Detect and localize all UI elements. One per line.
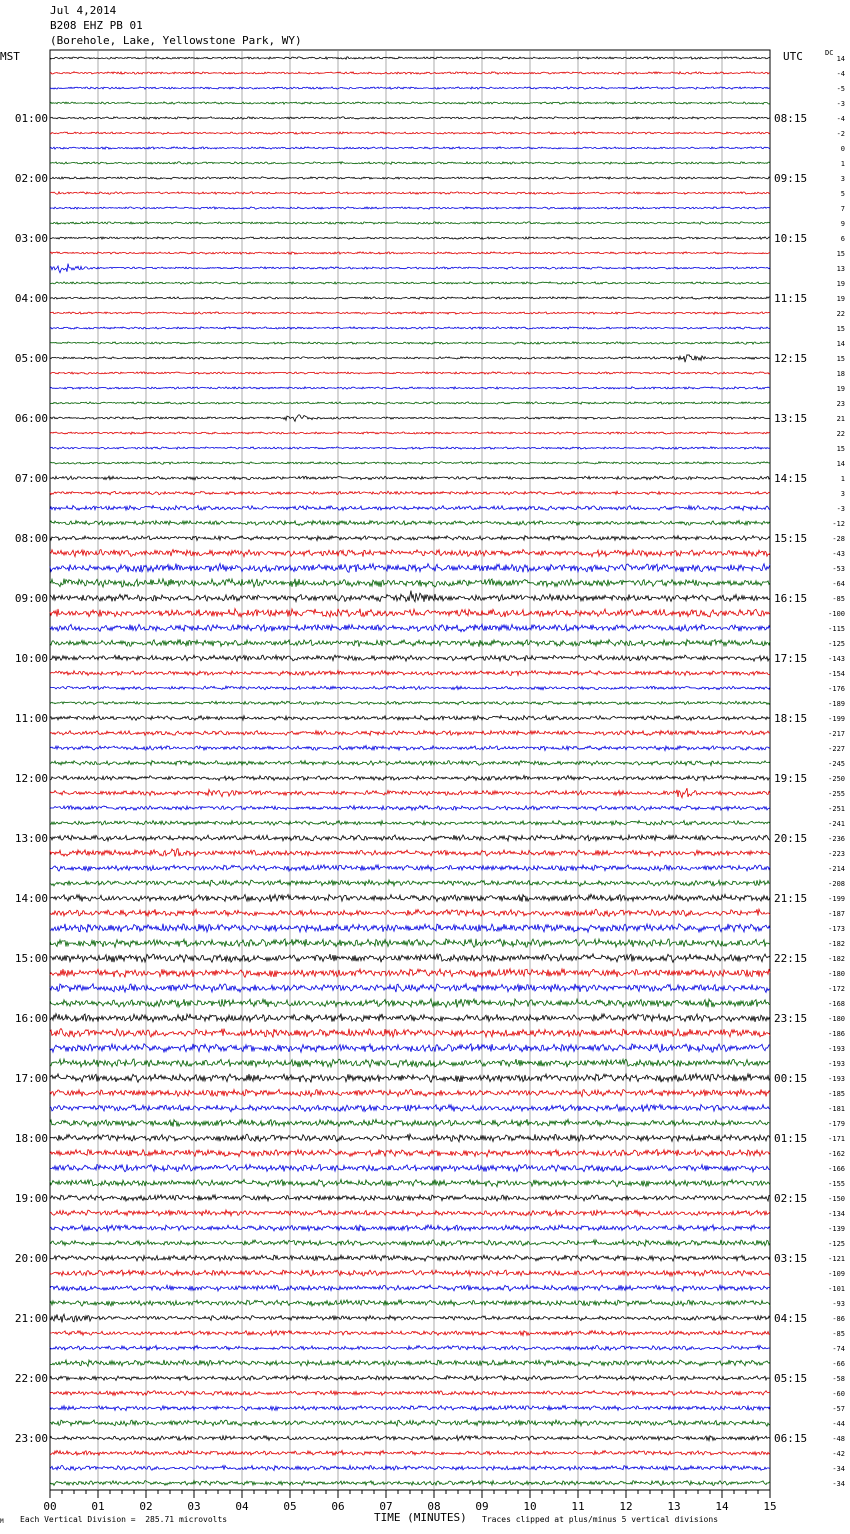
x-tick-label: 07 [379,1500,393,1513]
dc-offset-label: -223 [828,850,845,858]
seismic-trace [50,609,770,618]
dc-offset-label: -199 [828,895,845,903]
dc-offset-label: -150 [828,1195,845,1203]
dc-offset-label: -5 [836,85,845,93]
dc-offset-label: -182 [828,955,845,963]
right-hour-label: 16:15 [774,592,808,605]
seismic-trace [50,177,770,179]
seismic-trace [50,924,770,933]
left-hour-label: 14:00 [14,892,48,905]
seismic-trace [50,1105,770,1112]
seismic-trace [50,1331,770,1336]
left-hour-label: 03:00 [14,232,48,245]
dc-offset-label: -44 [832,1420,845,1428]
right-hour-label: 22:15 [774,952,808,965]
seismic-trace [50,909,770,916]
x-tick-label: 01 [91,1500,105,1513]
left-hour-label: 10:00 [14,652,48,665]
scale-note: Each Vertical Division = 285.71 microvolts [20,1515,228,1524]
dc-offset-label: 19 [836,295,845,303]
seismic-trace [50,1436,770,1441]
dc-offset-label: -57 [832,1405,845,1413]
right-hour-label: 18:15 [774,712,808,725]
dc-offset-label: 19 [836,385,845,393]
dc-offset-label: 21 [836,415,845,423]
left-hour-label: 19:00 [14,1192,48,1205]
dc-offset-label: 18 [836,370,845,378]
dc-offset-label: -182 [828,940,845,948]
seismic-trace [50,1210,770,1216]
seismic-trace [50,1149,770,1156]
dc-offset-label: 5 [840,190,845,198]
seismic-trace [50,1074,770,1083]
seismic-trace [50,1406,770,1411]
seismic-trace [50,237,770,240]
x-tick-label: 10 [523,1500,537,1513]
seismic-trace [50,1119,770,1127]
dc-offset-label: 1 [840,475,845,483]
seismic-trace [50,999,770,1008]
dc-offset-label: -4 [836,70,845,78]
seismic-trace [50,462,770,465]
dc-offset-label: -109 [828,1270,845,1278]
right-hour-label: 20:15 [774,832,808,845]
seismic-trace [50,1089,770,1096]
dc-offset-label: 7 [840,205,845,213]
dc-offset-label: -180 [828,1015,845,1023]
seismic-trace [50,402,770,404]
seismic-trace [50,102,770,104]
left-hour-label: 08:00 [14,532,48,545]
seismic-trace [50,1044,770,1053]
dc-offset-label: -168 [828,1000,845,1008]
seismic-trace [50,821,770,826]
x-tick-label: 02 [139,1500,153,1513]
dc-label: DC [825,49,834,57]
dc-offset-label: -34 [832,1465,845,1473]
seismic-trace [50,775,770,780]
left-hour-label: 18:00 [14,1132,48,1145]
right-hour-label: 17:15 [774,652,808,665]
dc-offset-label: -199 [828,715,845,723]
dc-offset-label: -134 [828,1210,845,1218]
dc-offset-label: -189 [828,700,845,708]
x-tick-label: 13 [667,1500,681,1513]
right-hour-label: 21:15 [774,892,808,905]
seismic-trace [50,491,770,495]
seismic-trace [50,1376,770,1381]
x-tick-label: 00 [43,1500,57,1513]
right-hour-label: 11:15 [774,292,808,305]
dc-offset-label: -154 [828,670,845,678]
seismic-trace [50,894,770,902]
dc-offset-label: -172 [828,985,845,993]
seismic-trace [50,701,770,705]
seismic-trace [50,954,770,962]
dc-offset-label: -115 [828,625,845,633]
dc-offset-label: 15 [836,250,845,258]
seismic-trace [50,1481,770,1486]
right-hour-label: 14:15 [774,472,808,485]
dc-offset-label: -85 [832,1330,845,1338]
header-location: (Borehole, Lake, Yellowstone Park, WY) [50,34,302,47]
x-tick-label: 08 [427,1500,441,1513]
seismic-trace [50,880,770,886]
clip-note: Traces clipped at plus/minus 5 vertical divisions [482,1515,719,1524]
left-hour-label: 13:00 [14,832,48,845]
seismic-trace [50,1195,770,1201]
dc-offset-label: -185 [828,1090,845,1098]
seismic-trace [50,1465,770,1470]
dc-offset-label: -236 [828,835,845,843]
seismic-trace [50,731,770,736]
left-hour-label: 11:00 [14,712,48,725]
dc-offset-label: 23 [836,400,845,408]
right-hour-label: 04:15 [774,1312,808,1325]
dc-offset-label: -176 [828,685,845,693]
right-hour-label: 13:15 [774,412,808,425]
left-hour-label: 04:00 [14,292,48,305]
left-hour-label: 22:00 [14,1372,48,1385]
seismic-trace [50,1314,770,1322]
dc-offset-label: -12 [832,520,845,528]
left-hour-label: 21:00 [14,1312,48,1325]
seismic-trace [50,162,770,165]
corner-mark: M [0,1518,4,1525]
dc-offset-label: 6 [840,235,845,243]
dc-offset-label: -173 [828,925,845,933]
dc-offset-label: 15 [836,355,845,363]
dc-offset-label: -2 [836,130,845,138]
dc-offset-label: -66 [832,1360,845,1368]
right-hour-label: 08:15 [774,112,808,125]
seismic-trace [50,432,770,435]
seismic-trace [50,1300,770,1306]
seismic-trace [50,447,770,450]
left-hour-label: 23:00 [14,1432,48,1445]
left-hour-label: 02:00 [14,172,48,185]
dc-offset-label: 19 [836,280,845,288]
seismic-trace [50,282,770,285]
dc-offset-label: -217 [828,730,845,738]
dc-offset-label: -60 [832,1390,845,1398]
seismic-trace [50,355,770,363]
left-hour-label: 06:00 [14,412,48,425]
dc-offset-label: 3 [840,175,845,183]
seismic-trace [50,1451,770,1456]
seismic-trace [50,1240,770,1246]
seismic-trace [50,1255,770,1261]
seismic-trace [50,746,770,751]
seismic-trace [50,192,770,194]
dc-offset-label: 13 [836,265,845,273]
seismic-trace [50,1360,770,1366]
dc-offset-label: 15 [836,325,845,333]
left-hour-label: 17:00 [14,1072,48,1085]
dc-offset-label: -179 [828,1120,845,1128]
dc-offset-label: -208 [828,880,845,888]
seismic-trace [50,72,770,75]
seismic-trace [50,1391,770,1396]
seismic-trace [50,476,770,480]
seismic-trace [50,716,770,721]
seismic-trace [50,521,770,526]
seismic-trace [50,969,770,978]
seismic-trace [50,761,770,766]
dc-offset-label: -227 [828,745,845,753]
dc-offset-label: -64 [832,580,845,588]
left-hour-label: 09:00 [14,592,48,605]
dc-offset-label: -121 [828,1255,845,1263]
seismic-trace [50,639,770,647]
seismic-trace [50,57,770,59]
seismic-trace [50,506,770,511]
seismic-trace [50,222,770,224]
seismic-trace [50,984,770,993]
right-timezone-label: UTC [783,50,803,63]
seismic-trace [50,1134,770,1142]
seismic-trace [50,624,770,631]
left-hour-label: 15:00 [14,952,48,965]
seismic-trace [50,865,770,871]
x-tick-label: 15 [763,1500,777,1513]
dc-offset-label: -86 [832,1315,845,1323]
seismic-trace [50,297,770,299]
x-tick-label: 11 [571,1500,585,1513]
left-hour-label: 12:00 [14,772,48,785]
dc-offset-label: -125 [828,640,845,648]
dc-offset-label: -193 [828,1075,845,1083]
seismic-trace [50,117,770,119]
seismic-trace [50,1345,770,1350]
dc-offset-label: -125 [828,1240,845,1248]
dc-offset-label: -43 [832,550,845,558]
seismic-trace [50,207,770,210]
seismic-trace [50,372,770,374]
seismic-trace [50,1029,770,1038]
seismic-trace [50,1014,770,1022]
dc-offset-label: -155 [828,1180,845,1188]
dc-offset-label: -255 [828,790,845,798]
dc-offset-label: 15 [836,445,845,453]
right-hour-label: 09:15 [774,172,808,185]
x-tick-label: 03 [187,1500,201,1513]
dc-offset-label: -171 [828,1135,845,1143]
seismic-trace [50,327,770,329]
right-hour-label: 23:15 [774,1012,808,1025]
dc-offset-label: 9 [840,220,845,228]
header-date: Jul 4,2014 [50,4,117,17]
dc-offset-label: -186 [828,1030,845,1038]
dc-offset-label: -166 [828,1165,845,1173]
dc-offset-label: -187 [828,910,845,918]
dc-offset-label: 3 [840,490,845,498]
seismic-trace [50,806,770,811]
dc-offset-label: -143 [828,655,845,663]
seismic-trace [50,342,770,345]
dc-offset-label: -53 [832,565,845,573]
right-hour-label: 10:15 [774,232,808,245]
seismic-trace [50,591,770,602]
header-station: B208 EHZ PB 01 [50,19,143,32]
dc-offset-label: 22 [836,430,845,438]
dc-offset-label: -48 [832,1435,845,1443]
dc-offset-label: -162 [828,1150,845,1158]
seismic-trace [50,147,770,150]
right-hour-label: 06:15 [774,1432,808,1445]
right-hour-label: 12:15 [774,352,808,365]
seismic-trace [50,415,770,422]
right-hour-label: 19:15 [774,772,808,785]
seismic-trace [50,387,770,389]
dc-offset-label: 0 [840,145,845,153]
left-hour-label: 01:00 [14,112,48,125]
seismic-trace [50,1059,770,1067]
dc-offset-label: -74 [832,1345,845,1353]
seismic-trace [50,1420,770,1426]
dc-offset-label: -93 [832,1300,845,1308]
dc-offset-label: -245 [828,760,845,768]
dc-offset-label: -85 [832,595,845,603]
dc-offset-label: -100 [828,610,845,618]
left-hour-label: 07:00 [14,472,48,485]
dc-offset-label: 1 [840,160,845,168]
dc-offset-label: -241 [828,820,845,828]
seismic-trace [50,264,770,273]
dc-offset-label: 22 [836,310,845,318]
dc-offset-label: -251 [828,805,845,813]
x-tick-label: 04 [235,1500,249,1513]
seismic-trace [50,849,770,857]
dc-offset-label: -34 [832,1480,845,1488]
seismic-trace [50,670,770,675]
dc-offset-label: -214 [828,865,845,873]
seismic-trace [50,1164,770,1171]
seismic-trace [50,312,770,315]
seismic-trace [50,87,770,89]
dc-offset-label: -42 [832,1450,845,1458]
dc-offset-label: 14 [836,460,845,468]
right-hour-label: 03:15 [774,1252,808,1265]
x-tick-label: 09 [475,1500,489,1513]
dc-offset-label: -28 [832,535,845,543]
dc-offset-label: -101 [828,1285,845,1293]
x-tick-label: 14 [715,1500,729,1513]
seismic-trace [50,132,770,135]
dc-offset-label: -3 [836,100,845,108]
seismic-trace [50,550,770,557]
left-hour-label: 20:00 [14,1252,48,1265]
dc-offset-label: -193 [828,1060,845,1068]
dc-offset-label: 14 [836,340,845,348]
dc-offset-label: -193 [828,1045,845,1053]
right-hour-label: 00:15 [774,1072,808,1085]
seismic-trace [50,686,770,690]
seismic-trace [50,788,770,798]
left-timezone-label: MST [0,50,20,63]
right-hour-label: 02:15 [774,1192,808,1205]
dc-offset-label: -181 [828,1105,845,1113]
dc-offset-label: -3 [836,505,845,513]
dc-offset-label: -250 [828,775,845,783]
x-tick-label: 12 [619,1500,633,1513]
seismic-trace [50,835,770,841]
seismic-trace [50,939,770,948]
left-hour-label: 16:00 [14,1012,48,1025]
dc-offset-label: -4 [836,115,845,123]
right-hour-label: 01:15 [774,1132,808,1145]
dc-offset-label: -58 [832,1375,845,1383]
seismic-trace [50,1225,770,1231]
left-hour-label: 05:00 [14,352,48,365]
dc-offset-label: 14 [836,55,845,63]
seismic-trace [50,655,770,661]
seismic-trace [50,1285,770,1291]
seismic-trace [50,1180,770,1187]
x-tick-label: 05 [283,1500,297,1513]
right-hour-label: 15:15 [774,532,808,545]
seismic-trace [50,536,770,541]
dc-offset-label: -180 [828,970,845,978]
seismic-trace [50,564,770,573]
x-axis-label: TIME (MINUTES) [374,1511,467,1524]
seismic-trace [50,252,770,255]
seismic-trace [50,579,770,588]
seismic-trace [50,1270,770,1276]
x-tick-label: 06 [331,1500,345,1513]
right-hour-label: 05:15 [774,1372,808,1385]
dc-offset-label: -139 [828,1225,845,1233]
